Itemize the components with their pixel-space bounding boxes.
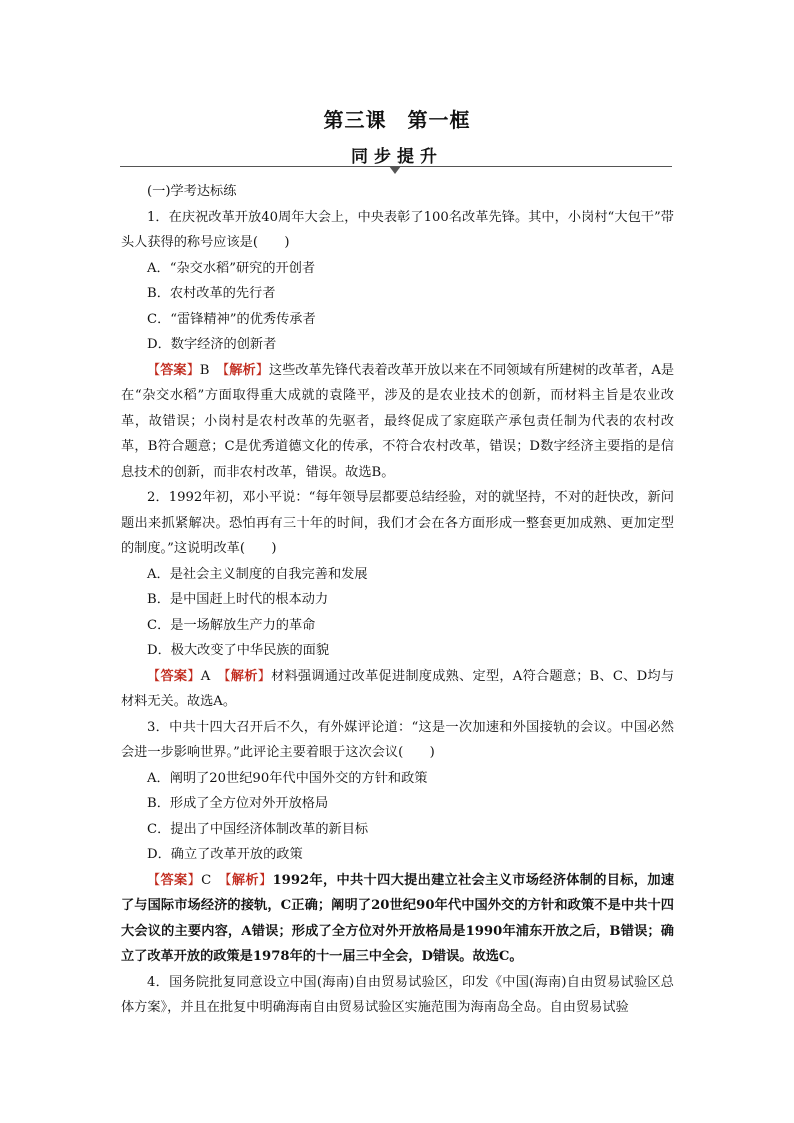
content-body [121, 179, 674, 1021]
question-2-option-c: C．是一场解放生产力的革命 [147, 617, 316, 633]
page-title: 第三课 第一框 [323, 108, 471, 132]
question-1-option-a: A．“杂交水稻”研究的开创者 [147, 260, 316, 276]
question-3-answer-block: 【答案】C 【解析】1992年，中共十四大提出建立社会主义市场经济体制的目标，加速了与国际市场经济的接轨，C正确；阐明了20世纪90年代中国外交的方针和政策不是中共十四大会议的主要内容，A错误；形成了全方位对外开放格局是1990年浦东开放之后，B错误；确立了改革开放的政策是1978年的十一届三中全会，D错误。故选C。 [121, 872, 675, 964]
question-2-option-d: D．极大改变了中华民族的面貌 [147, 643, 330, 658]
analysis-label: 解析 [231, 872, 259, 888]
question-3-analysis: 1992年，中共十四大提出建立社会主义市场经济体制的目标，加速了与国际市场经济的接轨，C正确；阐明了20世纪90年代中国外交的方针和政策不是中共十四大会议的主要内容，A错误；形成了全方位对外开放格局是1990年浦东开放之后，B错误；确立了改革开放的政策是1978年的十一届三中全会，D错误。故选C。 [121, 872, 675, 964]
question-1-analysis: 这些改革先锋代表着改革开放以来在不同领域有所建树的改革者，A是在“杂交水稻”方面取得重大成就的袁隆平，涉及的是农业技术的创新，而材料主旨是农业改革，故错误；小岗村是农村改革的先驱者，最终促成了家庭联产承包责任制为代表的农村改革，B符合题意；C是优秀道德文化的传承，不符合农村改革，错误；D数字经济主要指的是信息技术的创新，而非农村改革，错误。故选B。 [121, 362, 675, 480]
question-1-option-b: B．农村改革的先行者 [147, 286, 276, 301]
answer-label: 答案 [160, 668, 188, 684]
question-2-analysis: 材料强调通过改革促进制度成熟、定型，A符合题意；B、C、D均与材料无关。故选A。 [121, 668, 675, 709]
question-3-stem: 3．中共十四大召开后不久，有外媒评论道：“这是一次加速和外国接轨的会议。中国必然会进一步影响世界。”此评论主要着眼于这次会议( ) [121, 719, 674, 760]
question-1-stem: 1．在庆祝改革开放40周年大会上，中央表彰了100名改革先锋。其中，小岗村“大包干”带头人获得的称号应该是( ) [121, 209, 674, 250]
analysis-label: 解析 [229, 362, 256, 378]
question-1-option-c: C．“雷锋精神”的优秀传承者 [147, 311, 316, 327]
question-2-option-b: B．是中国赶上时代的根本动力 [147, 592, 329, 607]
answer-label: 答案 [160, 872, 188, 888]
question-1-answer-block: 【答案】B 【解析】这些改革先锋代表着改革开放以来在不同领域有所建树的改革者，A是在“杂交水稻”方面取得重大成就的袁隆平，涉及的是农业技术的创新，而材料主旨是农业改革，故错误；小岗村是农村改革的先驱者，最终促成了家庭联产承包责任制为代表的农村改革，B符合题意；C是优秀道德文化的传承，不符合农村改革，错误；D数字经济主要指的是信息技术的创新，而非农村改革，错误。故选B。 [121, 362, 675, 480]
question-1-option-d: D．数字经济的创新者 [147, 337, 277, 352]
question-3-option-a: A．阐明了20世纪90年代中国外交的方针和政策 [147, 770, 428, 786]
page-subtitle: 同步提升 [351, 147, 443, 167]
question-3-option-d: D．确立了改革开放的政策 [147, 847, 303, 862]
answer-label: 答案 [160, 362, 187, 378]
analysis-label: 解析 [230, 668, 258, 684]
question-2-answer-block: 【答案】A 【解析】材料强调通过改革促进制度成熟、定型，A符合题意；B、C、D均与材料无关。故选A。 [121, 668, 675, 709]
question-2-answer: A [200, 668, 211, 684]
question-1-answer: B [199, 362, 210, 378]
question-2-option-a: A．是社会主义制度的自我完善和发展 [147, 566, 368, 582]
triangle-marker-icon [389, 166, 401, 174]
question-4-stem: 4．国务院批复同意设立中国(海南)自由贸易试验区，印发《中国(海南)自由贸易试验区总体方案》，并且在批复中明确海南自由贸易试验区实施范围为海南岛全岛。自由贸易试验 [121, 974, 674, 1015]
question-3-option-c: C．提出了中国经济体制改革的新目标 [147, 821, 369, 837]
section-heading: (一)学考达标练 [147, 184, 237, 199]
question-3-option-b: B．形成了全方位对外开放格局 [147, 796, 329, 811]
question-3-answer: C [201, 872, 212, 888]
question-2-stem: 2．1992年初，邓小平说：“每年领导层都要总结经验，对的就坚持，不对的赶快改，新问题出来抓紧解决。恐怕再有三十年的时间，我们才会在各方面形成一整套更加成熟、更加定型的制度。”这说明改革( ) [121, 490, 674, 556]
